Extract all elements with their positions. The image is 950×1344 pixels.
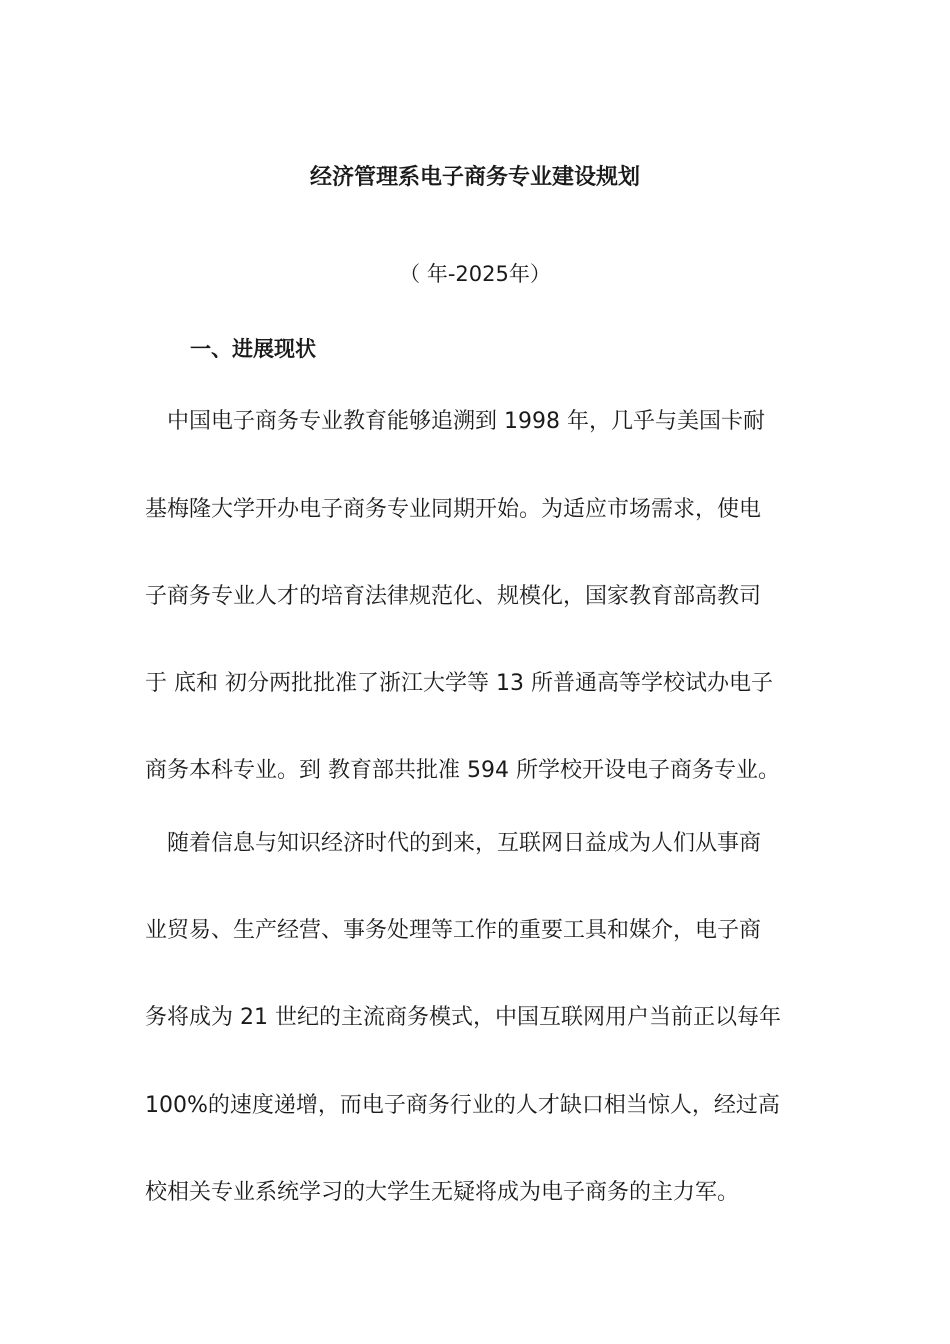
paragraph-line: 业贸易、生产经营、事务处理等工作的重要工具和媒介，电子商 xyxy=(145,918,762,943)
paragraph-line: 子商务专业人才的培育法律规范化、规模化，国家教育部高教司 xyxy=(145,584,762,609)
document-subtitle: （ 年-2025年） xyxy=(399,262,551,286)
paragraph-line: 基梅隆大学开办电子商务专业同期开始。为适应市场需求，使电 xyxy=(145,497,762,522)
paragraph-line: 务将成为 21 世纪的主流商务模式，中国互联网用户当前正以每年 xyxy=(145,1005,781,1030)
paragraph-line: 100%的速度递增，而电子商务行业的人才缺口相当惊人，经过高 xyxy=(145,1093,780,1118)
paragraph-line: 中国电子商务专业教育能够追溯到 1998 年，几乎与美国卡耐 xyxy=(145,409,765,434)
paragraph-line: 随着信息与知识经济时代的到来，互联网日益成为人们从事商 xyxy=(145,831,762,856)
paragraph-line: 商务本科专业。到 教育部共批准 594 所学校开设电子商务专业。 xyxy=(145,758,780,783)
paragraph-line: 校相关专业系统学习的大学生无疑将成为电子商务的主力军。 xyxy=(145,1180,740,1205)
paragraph-line: 于 底和 初分两批批准了浙江大学等 13 所普通高等学校试办电子 xyxy=(145,671,773,696)
document-title: 经济管理系电子商务专业建设规划 xyxy=(309,165,640,190)
section-heading: 一、进展现状 xyxy=(190,337,316,361)
